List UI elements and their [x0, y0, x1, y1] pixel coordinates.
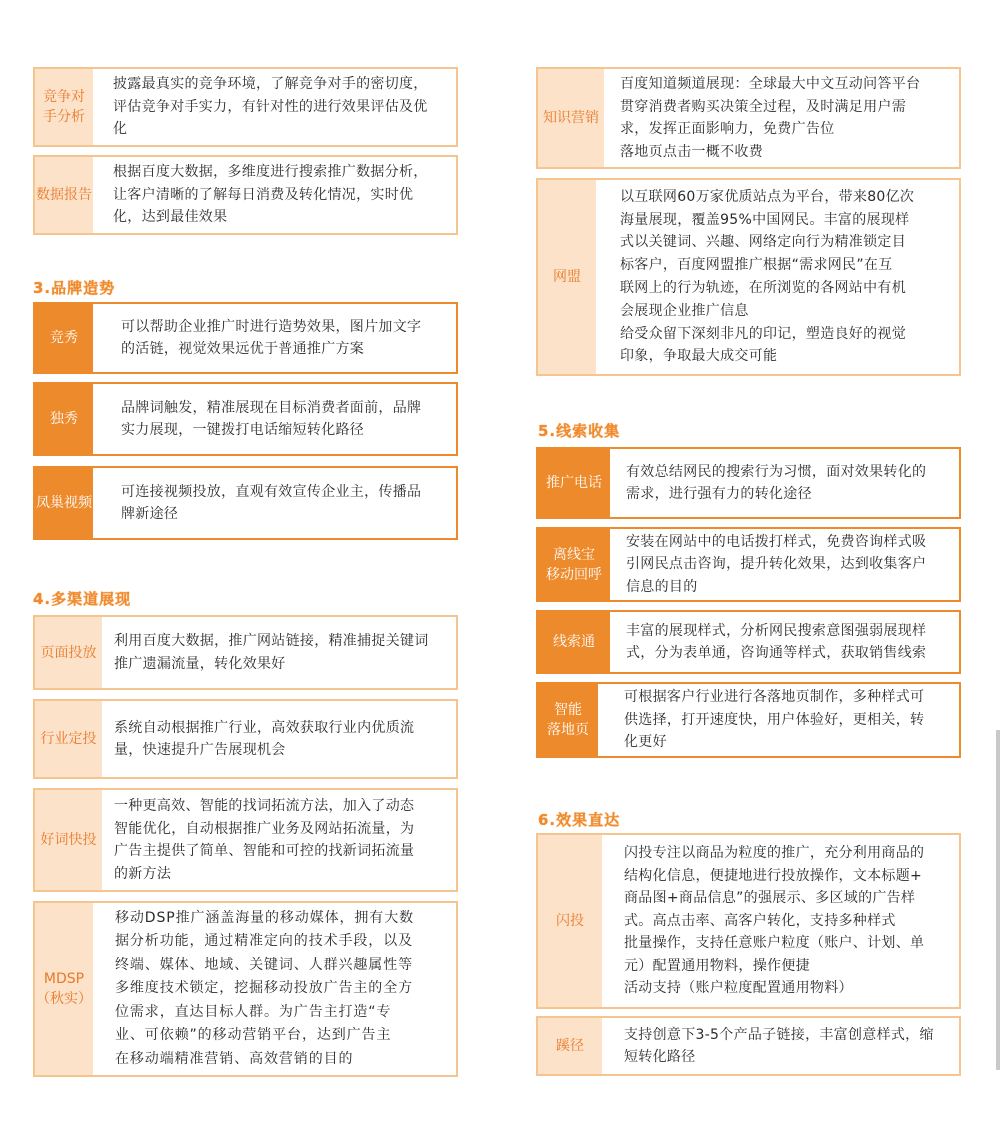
duxiu-card [33, 382, 458, 456]
card-label: 行业定投 [35, 701, 102, 777]
knowledge-marketing-card [536, 67, 961, 169]
card-label: 数据报告 [35, 157, 93, 233]
card-label: 页面投放 [35, 617, 102, 688]
card-text: 系统自动根据推广行业，高效获取行业内优质流 量，快速提升广告展现机会 [114, 719, 415, 758]
page-placement-card [33, 615, 458, 690]
card-label: 知识营销 [538, 69, 604, 167]
card-label: 竞争对 手分析 [35, 69, 93, 145]
lead-connect-card [536, 610, 961, 674]
section-heading-5: 5.线索收集 [538, 422, 621, 440]
card-label: 闪投 [538, 835, 602, 1007]
card-label: 线索通 [538, 612, 610, 672]
card-text: 安装在网站中的电话拨打样式，免费咨询样式吸 引网民点击咨询，提升转化效果，达到收集客户 信息的目的 [626, 533, 927, 595]
card-text: 可以帮助企业推广时进行造势效果，图片加文字 的活链，视觉效果远优于普通推广方案 [121, 318, 422, 357]
card-text: 一种更高效、智能的找词拓流方法，加入了动态 智能优化，自动根据推广业务及网站拓流量，为 广告主提供了简单、智能和可控的找新词拓流量 的新方法 [114, 798, 415, 882]
section-heading-4: 4.多渠道展现 [33, 590, 132, 608]
card-label: 智能 落地页 [538, 684, 598, 756]
section-heading-3: 3.品牌造势 [33, 279, 116, 297]
card-label: 网盟 [538, 180, 596, 374]
card-label: 蹊径 [538, 1018, 602, 1074]
card-text: 百度知道频道展现：全球最大中文互动问答平台 贯穿消费者购买决策全过程，及时满足用户需 求，发挥正面影响力，免费广告位 落地页点击一概不收费 [620, 76, 921, 160]
card-text: 有效总结网民的搜索行为习惯，面对效果转化的 需求，进行强有力的转化途径 [626, 463, 927, 502]
card-text: 支持创意下3-5个产品子链接，丰富创意样式，缩 短转化路径 [624, 1026, 934, 1065]
card-label: MDSP （秋实） [35, 903, 93, 1075]
card-text: 丰富的展现样式，分析网民搜索意图强弱展现样 式，分为表单通，咨询通等样式，获取销售线索 [626, 622, 927, 661]
keyword-quick-card [33, 788, 458, 892]
path-card [536, 1016, 961, 1076]
card-text: 以互联网60万家优质站点为平台，带来80亿次 海量展现，覆盖95%中国网民。丰富的展现样 式以关键词、兴趣、网络定向行为精准锁定目 标客户，百度网盟推广根据“需求网民”在互 联网上的行为轨迹，在所浏览的各网站中有机 会展现企业推广信息 给受众留下深刻非凡的印记，塑造良好的视觉 印象，争取最大成交可能 [620, 188, 915, 365]
card-label: 竞秀 [35, 304, 93, 372]
card-label: 独秀 [35, 384, 93, 454]
card-text: 闪投专注以商品为粒度的推广，充分利用商品的 结构化信息，便捷地进行投放操作，文本标题+ 商品图+商品信息”的强展示、多区域的广告样 式。高点击率、高客户转化，支持多种样式 批量操作，支持任意账户粒度（账户、计划、单 元）配置通用物料，操作便捷 活动支持（账户粒度配置通用物料） [624, 845, 925, 997]
card-text: 可根据客户行业进行各落地页制作，多种样式可 供选择，打开速度快，用户体验好，更相关，转 化更好 [624, 689, 925, 751]
section-heading-6: 6.效果直达 [538, 811, 621, 829]
flash-ads-card [536, 833, 961, 1009]
data-report-card [33, 155, 458, 235]
fengchao-video-card [33, 466, 458, 540]
smart-landing-card [536, 682, 961, 758]
offline-callback-card [536, 527, 961, 602]
union-card [536, 178, 961, 376]
mdsp-card [33, 901, 458, 1077]
card-text: 披露最真实的竞争环境，了解竞争对手的密切度， 评估竞争对手实力，有针对性的进行效果评估及优 化 [113, 76, 428, 138]
card-text: 利用百度大数据，推广网站链接，精准捕捉关键词 推广遗漏流量，转化效果好 [114, 633, 429, 672]
industry-targeting-card [33, 699, 458, 779]
competitor-analysis-card [33, 67, 458, 147]
page-edge-divider [996, 730, 1000, 1070]
card-text: 根据百度大数据，多维度进行搜索推广数据分析， 让客户清晰的了解每日消费及转化情况，实时优 化，达到最佳效果 [113, 164, 428, 226]
card-text: 移动DSP推广涵盖海量的移动媒体，拥有大数 据分析功能，通过精准定向的技术手段，以及 终端、媒体、地域、关键词、人群兴趣属性等 多维度技术锁定，挖掘移动投放广告主的全方 位需求，直达目标人群。为广告主打造“专 业、可依赖”的移动营销平台，达到广告主 在移动端精准营销、高效营销的目的 [115, 909, 415, 1067]
card-text: 可连接视频投放，直观有效宣传企业主，传播品 牌新途径 [121, 483, 422, 522]
card-label: 好词快投 [35, 790, 102, 890]
card-text: 品牌词触发，精准展现在目标消费者面前，品牌 实力展现，一键拨打电话缩短转化路径 [121, 399, 422, 438]
card-label: 离线宝 移动回呼 [538, 529, 610, 600]
card-label: 凤巢视频 [35, 468, 93, 538]
jingxiu-card [33, 302, 458, 374]
card-label: 推广电话 [538, 449, 610, 517]
promo-phone-card [536, 447, 961, 519]
